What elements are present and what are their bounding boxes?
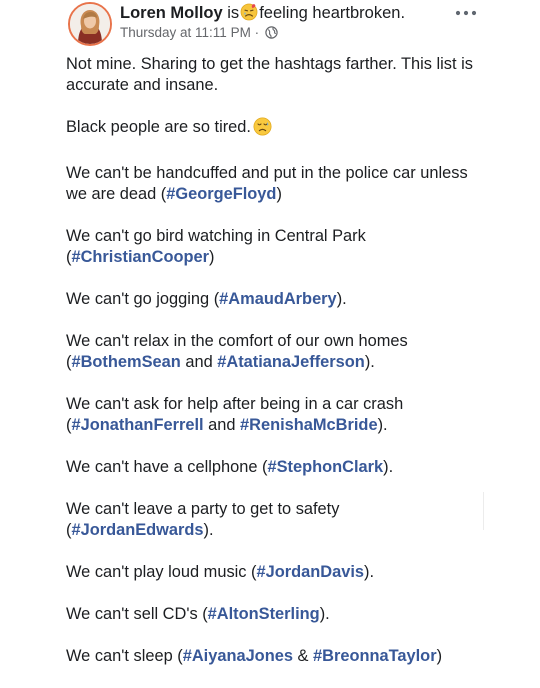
- line-suffix: ): [276, 185, 282, 203]
- avatar-image: [70, 4, 110, 44]
- hashtag-link[interactable]: #AtatianaJefferson: [217, 353, 365, 371]
- avatar[interactable]: [68, 2, 112, 46]
- scroll-edge-divider: [483, 492, 484, 530]
- hashtag-link[interactable]: #BreonnaTaylor: [313, 647, 437, 665]
- hashtag-link[interactable]: #JonathanFerrell: [71, 416, 204, 434]
- hashtag-link[interactable]: #GeorgeFloyd: [166, 185, 277, 203]
- globe-icon[interactable]: [265, 26, 278, 43]
- line-join: and: [180, 353, 218, 371]
- line-text: We can't be handcuffed and put in the police car unless we are dead (: [66, 164, 468, 203]
- author-name[interactable]: Loren Molloy: [120, 4, 223, 22]
- line-text: We can't go bird watching in Central Park (: [66, 227, 366, 266]
- post-header: [0, 0, 540, 52]
- hashtag-list: [66, 163, 486, 667]
- hashtag-link[interactable]: #StephonClark: [267, 458, 384, 476]
- line-suffix: ): [209, 248, 215, 266]
- feeling-text: feeling heartbroken.: [259, 4, 406, 22]
- line-suffix: ).: [364, 563, 375, 581]
- line-text: We can't have a cellphone (: [66, 458, 268, 476]
- tired-text: Black people are so tired.: [66, 118, 251, 136]
- post-intro: Not mine. Sharing to get the hashtags farther. This list is accurate and insane.: [66, 55, 473, 94]
- hashtag-link[interactable]: #AmaudArbery: [219, 290, 337, 308]
- line-join: &: [292, 647, 313, 665]
- hashtag-link[interactable]: #JordanDavis: [256, 563, 364, 581]
- list-item: [66, 499, 486, 541]
- hashtag-link[interactable]: #RenishaMcBride: [240, 416, 378, 434]
- line-suffix: ).: [364, 353, 375, 371]
- line-suffix: ).: [319, 605, 330, 623]
- hashtag-link[interactable]: #ChristianCooper: [71, 248, 209, 266]
- disappointed-face-emoji-icon: [253, 117, 272, 142]
- line-text: We can't leave a party to get to safety (: [66, 500, 340, 539]
- hashtag-link[interactable]: #BothemSean: [71, 353, 181, 371]
- line-suffix: ).: [203, 521, 214, 539]
- meta-separator: ·: [254, 25, 260, 40]
- list-item: [66, 646, 486, 667]
- line-join: and: [203, 416, 241, 434]
- list-item: [66, 457, 486, 478]
- line-text: We can't relax in the comfort of our own homes (: [66, 332, 408, 371]
- line-text: We can't sell CD's (: [66, 605, 208, 623]
- list-item: [66, 331, 486, 373]
- hashtag-link[interactable]: #AiyanaJones: [182, 647, 293, 665]
- post-tired-line: [66, 117, 486, 142]
- line-suffix: ).: [377, 416, 388, 434]
- heartbroken-emoji-icon: [240, 3, 258, 26]
- list-item: [66, 604, 486, 625]
- line-text: We can't sleep (: [66, 647, 183, 665]
- line-text: We can't ask for help after being in a car crash (: [66, 395, 404, 434]
- line-suffix: ): [436, 647, 443, 665]
- list-item: [66, 226, 486, 268]
- author-line: [120, 3, 405, 26]
- line-suffix: ).: [383, 458, 394, 476]
- list-item: [66, 562, 486, 583]
- line-suffix: ).: [336, 290, 347, 308]
- post-body: [66, 54, 486, 688]
- list-item: [66, 289, 486, 310]
- hashtag-link[interactable]: #AltonSterling: [207, 605, 320, 623]
- more-dots-icon[interactable]: [454, 6, 478, 18]
- feeling-prefix: is: [227, 4, 240, 22]
- list-item: [66, 394, 486, 436]
- post-meta: [120, 25, 278, 43]
- line-text: We can't play loud music (: [66, 563, 257, 581]
- hashtag-link[interactable]: #JordanEdwards: [71, 521, 204, 539]
- list-item: [66, 163, 486, 205]
- timestamp[interactable]: Thursday at 11:11 PM: [120, 25, 251, 40]
- line-text: We can't go jogging (: [66, 290, 220, 308]
